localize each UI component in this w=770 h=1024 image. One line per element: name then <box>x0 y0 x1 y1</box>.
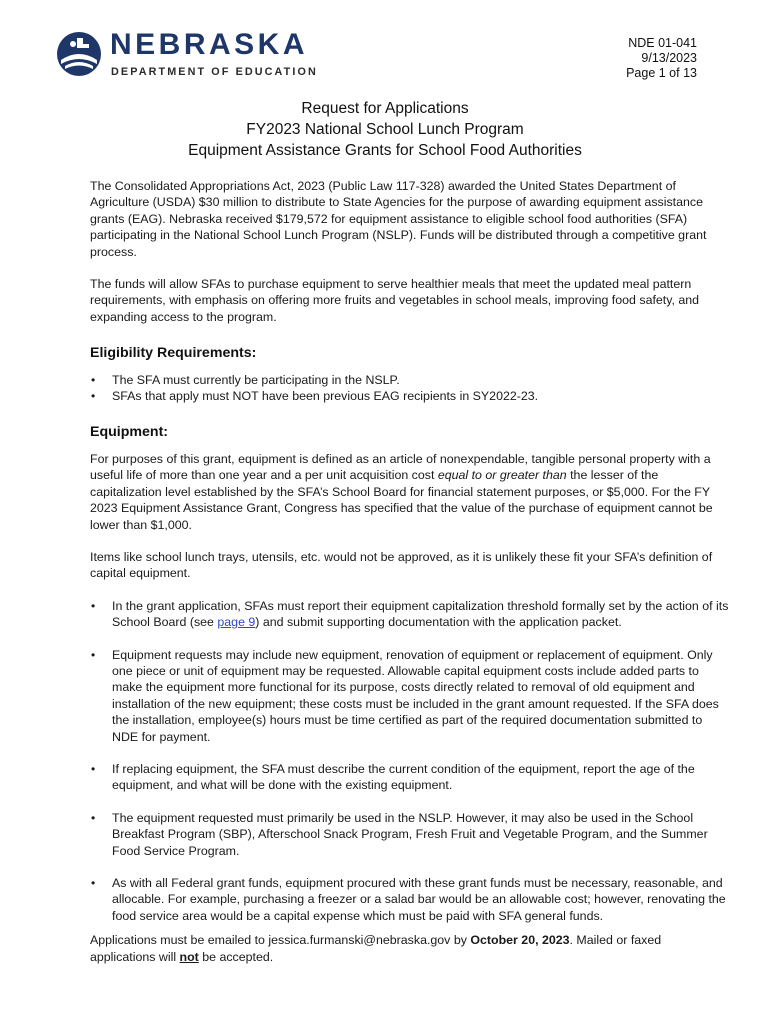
list-item: • In the grant application, SFAs must report their equipment capitalization threshold formally set by the action of its School Board (see page 9) and submit supporting documentation with the application packet. <box>91 598 729 630</box>
doc-number: NDE 01-041 <box>628 36 697 50</box>
bullet-icon: • <box>91 810 96 825</box>
title-line-1: Request for Applications <box>301 100 469 117</box>
closing-note: Applications must be emailed to jessica.furmanski@nebraska.gov by October 20, 2023. Mailed or faxed applications will not be accepted. <box>90 933 662 964</box>
deadline: October 20, 2023 <box>470 933 570 948</box>
equipment-heading: Equipment: <box>90 424 169 441</box>
emphasis-text: equal to or greater than <box>437 468 567 483</box>
eligibility-list <box>90 372 730 405</box>
intro-paragraph-1: The Consolidated Appropriations Act, 2023 (Public Law 117-328) awarded the United States Department of Agriculture (USDA) $30 million to distribute to State Agencies for the purpose of awarding equipment assistance grants (EAG). Nebraska received $179,572 for equipment assistance to eligible school food authorities (SFA) participating in the National School Lunch Program (NSLP). Funds will be distributed through a competitive grant process. <box>90 179 707 259</box>
list-item: • The equipment requested must primarily be used in the NSLP. However, it may also be used in the School Breakfast Program (SBP), Afterschool Snack Program, Fresh Fruit and Vegetable Program, and the Summer Food Service Program. <box>91 810 708 858</box>
page-number: Page 1 of 13 <box>626 66 697 80</box>
list-item: • As with all Federal grant funds, equipment procured with these grant funds must be necessary, reasonable, and allocable. For example, purchasing a freezer or a salad bar would be an allowable cost; however, renovating the food service area would be a capital expense which must be paid with SFA general funds. <box>91 876 726 923</box>
equipment-list <box>90 598 730 925</box>
equipment-definition: For purposes of this grant, equipment is defined as an article of nonexpendable, tangible personal property with a useful life of more than one year and a per unit acquisition cost equal to or greater than the lesser of the capitalization level established by the SFA’s School Board for financial statement purposes, or $5,000. For the FY 2023 Equipment Assistance Grant, Congress has specified that the value of the purchase of equipment cannot be lower than $1,000. <box>90 451 713 532</box>
document-meta <box>626 36 697 81</box>
not-emphasis: not <box>179 949 199 964</box>
equipment-exclusions: Items like school lunch trays, utensils, etc. would not be approved, as it is unlikely these fit your SFA’s definition of capital equipment. <box>90 549 713 581</box>
bullet-icon: • <box>91 372 96 387</box>
bullet-icon: • <box>91 389 96 404</box>
title-line-2: FY2023 National School Lunch Program <box>246 121 524 138</box>
intro-paragraph-2: The funds will allow SFAs to purchase equipment to serve healthier meals that meet the updated meal pattern requirements, with emphasis on offering more fruits and vegetables in school meals, improving food safety, and expanding access to the program. <box>90 277 700 324</box>
document-body <box>90 178 730 965</box>
page-9-link[interactable]: page 9 <box>217 615 256 630</box>
list-item: • If replacing equipment, the SFA must describe the current condition of the equipment, report the age of the equipment, and what will be done with the existing equipment. <box>91 761 695 793</box>
list-item: • SFAs that apply must NOT have been previous EAG recipients in SY2022-23. <box>91 389 539 404</box>
bullet-icon: • <box>91 876 96 890</box>
bullet-icon: • <box>91 598 96 613</box>
doc-date: 9/13/2023 <box>641 51 697 65</box>
eligibility-heading: Eligibility Requirements: <box>90 345 257 362</box>
nebraska-emblem-icon <box>55 30 103 78</box>
list-item: • The SFA must currently be participating in the NSLP. <box>91 372 400 387</box>
document-title <box>0 98 770 161</box>
logo-department: DEPARTMENT OF EDUCATION <box>111 66 318 78</box>
bullet-icon: • <box>91 761 96 776</box>
nde-logo <box>55 28 318 84</box>
list-item: • Equipment requests may include new equipment, renovation of equipment or replacement of equipment. Only one piece or unit of equipment may be requested. Allowable capital equipment costs include added parts to make the equipment more functional for its purpose, costs directly related to removal of old equipment and installation of the new equipment; these costs must be included in the grant amount requested. If the SFA does the installation, employee(s) hours must be time certified as part of the required documentation submitted to NDE for payment. <box>91 647 719 744</box>
title-line-3: Equipment Assistance Grants for School Food Authorities <box>188 142 582 159</box>
logo-wordmark: NEBRASKA <box>110 28 309 61</box>
bullet-icon: • <box>91 647 96 662</box>
